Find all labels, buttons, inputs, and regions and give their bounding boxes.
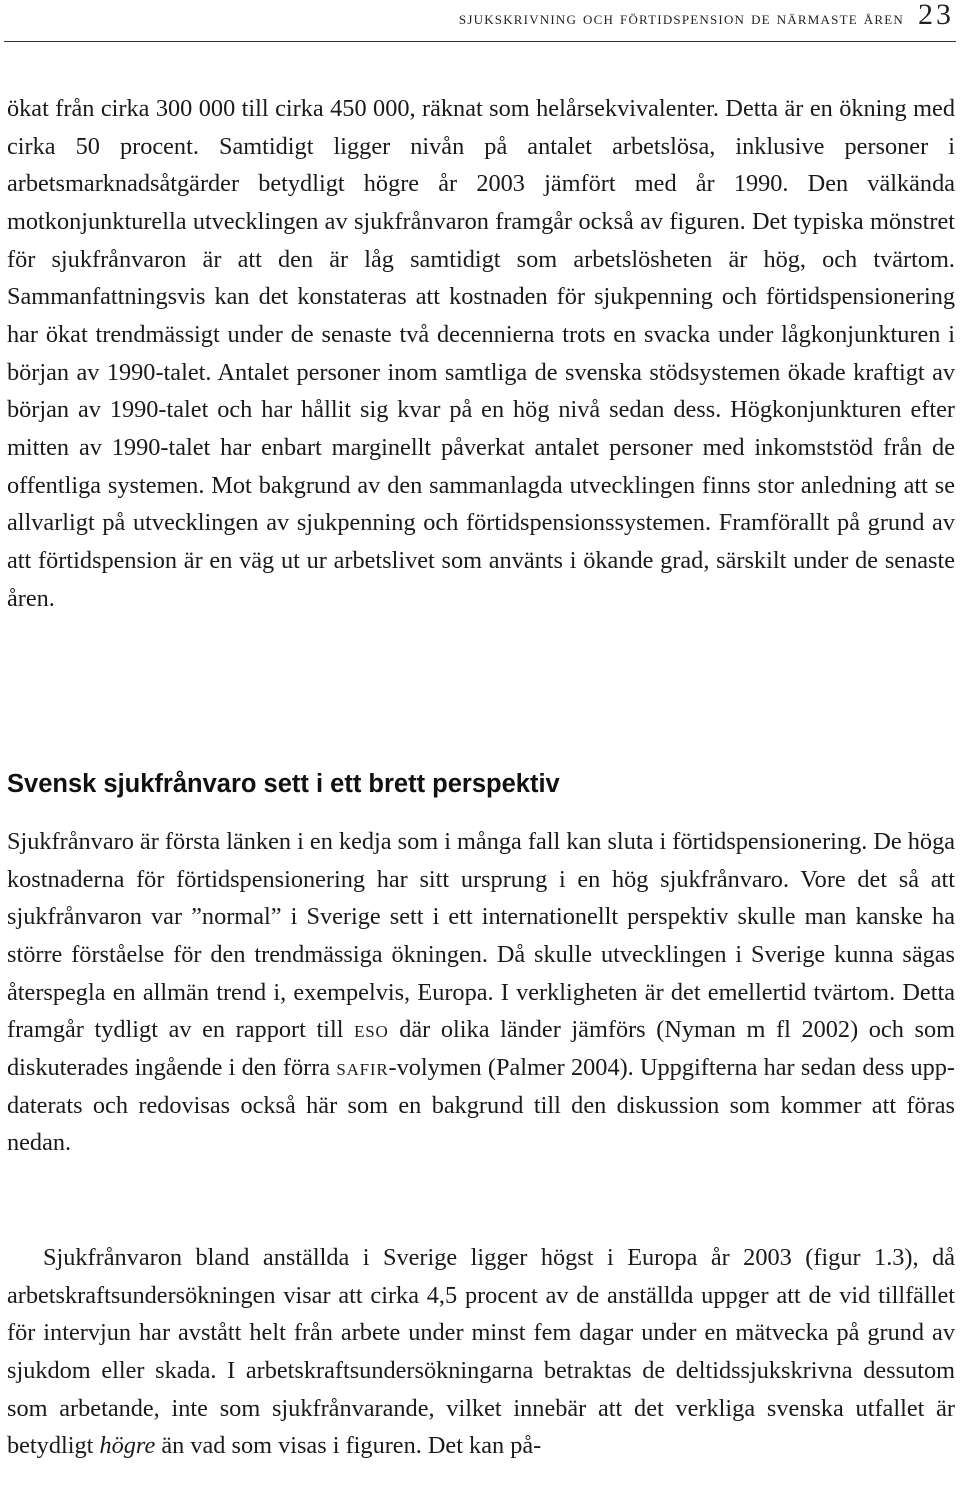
header-rule <box>4 41 956 42</box>
body-paragraph-1 <box>7 90 955 617</box>
eso-acronym: eso <box>354 1016 389 1044</box>
paragraph-text: ökat från cirka 300 000 till cirka 450 000, räknat som helårsekvivalenter. Detta är en ökning med cirka 50 procent. Samtidigt ligger nivån på antalet arbetslösa, inklusive personer i arbetsmarknadsåtgärder betydligt högre år 2003 jämfört med år 1990. Den välkända motkonjunkturella utvecklingen av sjukfrånvaron framgår också av figuren. Det typiska mönstret för sjukfrånvaron är att den är låg samtidigt som arbetslösheten är hög, och tvärtom. Sammanfattningsvis kan det konstateras att kostnaden för sjukpenning och förtidspensionering har ökat trendmässigt under de senaste två decennierna trots en svacka under lågkonjunkturen i början av 1990-talet. Antalet personer inom samtliga de svenska stödsystemen ökade kraftigt av början av 1990-talet och har hållit sig kvar på en hög nivå sedan dess. Högkonjunkturen efter mitten av 1990-talet har enbart marginellt påverkat antalet personer med inkomststöd från de offentliga systemen. Mot bakgrund av den sammanlagda utvecklingen finns stor anledning att se allvarligt på utvecklingen av sjukpenning och förtidspensionssystemen. Framförallt på grund av att förtidspension är en väg ut ur arbetslivet som använts i ökande grad, särskilt under de senaste åren. <box>7 95 955 612</box>
text-run: än vad som visas i figuren. Det kan på- <box>161 1432 542 1460</box>
body-paragraph-2 <box>7 823 955 1162</box>
text-run: Sjukfrånvaro är första länken i en kedja som i många fall kan sluta i förtidspensionering. De höga kostnaderna för förtidspensionering har sitt ursprung i en hög sjukfrånvaro. Vore det så att sjukfrånvaron var ”normal” i Sverige sett i ett internationellt perspektiv skulle man kanske ha större förståelse för den trendmässiga ökningen. Då skulle utvecklingen i Sverige kunna sägas återspegla en allmän trend i, exempelvis, Europa. I verkligheten är det emellertid tvärtom. Detta framgår tydligt av en rapport till <box>7 828 955 1044</box>
paragraph-text <box>7 823 955 1162</box>
page-number: 23 <box>918 0 954 31</box>
text-run: där olika länder jämförs (Nyman m fl 2002) och som diskuterades ingående i den förra <box>7 1016 955 1081</box>
section-heading: Svensk sjukfrånvaro sett i ett brett perspektiv <box>7 770 560 798</box>
running-head-title: sjukskrivning och förtidspension de närmaste åren <box>458 8 904 29</box>
text-run: -volymen (Palmer 2004). Uppgifterna har sedan dess uppdaterats och redovisas också här som en bakgrund till den diskussion som kommer att föras nedan. <box>7 1053 956 1157</box>
safir-acronym: safir <box>336 1053 389 1081</box>
italic-emphasis: högre <box>99 1432 156 1460</box>
running-head <box>459 0 954 38</box>
paragraph-text <box>7 1239 955 1465</box>
body-paragraph-3 <box>7 1239 955 1465</box>
text-run: Sjukfrånvaron bland anställda i Sverige ligger högst i Europa år 2003 (figur 1.3), då arbetskraftsundersökningen visar att cirka 4,5 procent av de anställda uppger att de vid tillfället för intervjun har avstått helt från arbete under minst fem dagar under en mätvecka på grund av sjukdom eller skada. I arbetskraftsundersökningarna betraktas de deltidssjukskrivna dessutom som arbetande, inte som sjukfrånvarande, vilket innebär att det verkliga svenska utfallet är betydligt <box>7 1244 955 1460</box>
